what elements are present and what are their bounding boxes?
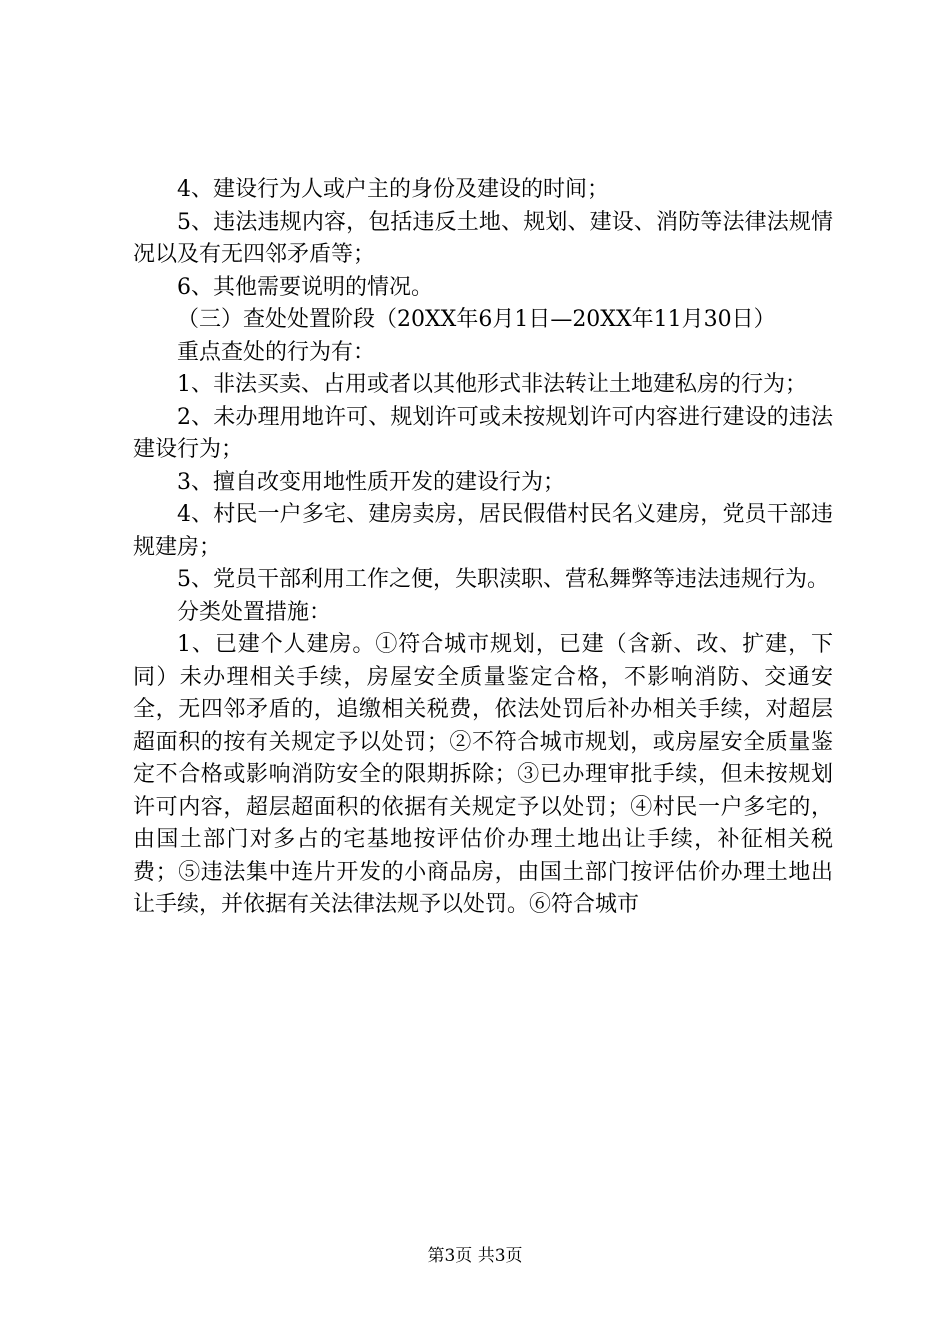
paragraph-1: 4、建设行为人或户主的身份及建设的时间； [177,177,609,202]
paragraph-12: 1、已建个人建房。①符合城市规划，已建（含新、改、扩建，下同）未办理相关手续，房屋安全质量鉴定合格，不影响消防、交通安全，无四邻矛盾的，追缴相关税费，依法处罚后补办相关手续，对超层超面积的按有关规定予以处罚；②不符合城市规划，或房屋安全质量鉴定不合格或影响消防安全的限期拆除；③已办理审批手续，但未按规划许可内容，超层超面积的依据有关规定予以处罚；④村民一户多宅的，由国土部门对多占的宅基地按评估价办理土地出让手续，补征相关税费；⑤违法集中连片开发的小商品房，由国土部门按评估价办理土地出让手续，并依据有关法律法规予以处罚。⑥符合城市 [133,632,833,917]
paragraph-9: 4、村民一户多宅、建房卖房，居民假借村民名义建房，党员干部违规建房； [133,502,833,560]
page-footer: 第3页 共3页 [427,1246,523,1266]
paragraph-4: （三）查处处置阶段（20XX年6月1日—20XX年11月30日） [177,307,776,332]
document-body [133,174,833,922]
paragraph-11: 分类处置措施： [177,599,332,625]
paragraph-5: 重点查处的行为有： [177,339,376,365]
paragraph-8: 3、擅自改变用地性质开发的建设行为； [177,469,565,495]
paragraph-2: 5、违法违规内容，包括违反土地、规划、建设、消防等法律法规情况以及有无四邻矛盾等； [133,209,833,267]
paragraph-7: 2、未办理用地许可、规划许可或未按规划许可内容进行建设的违法建设行为； [133,404,833,462]
paragraph-10: 5、党员干部利用工作之便，失职渎职、营私舞弊等违法违规行为。 [177,567,829,592]
paragraph-3: 6、其他需要说明的情况。 [177,274,433,300]
paragraph-6: 1、非法买卖、占用或者以其他形式非法转让土地建私房的行为； [177,372,807,397]
